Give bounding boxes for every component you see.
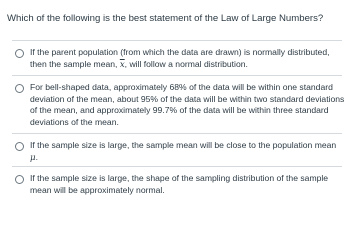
option-3[interactable] <box>15 140 345 164</box>
option-1-text-before: If the parent population (from which the data are drawn) is normally distributed, then the sample mean, <box>30 47 330 69</box>
option-divider <box>12 166 342 167</box>
radio-button-option-1[interactable] <box>15 49 24 58</box>
option-3-text-after: . <box>35 151 38 162</box>
option-1[interactable] <box>15 47 345 71</box>
x-bar-symbol: $\overline{x}$ <box>119 59 125 70</box>
radio-button-option-2[interactable] <box>15 84 24 93</box>
option-divider <box>12 133 342 134</box>
option-divider <box>12 40 342 41</box>
option-1-text-after: , will follow a normal distribution. <box>124 58 248 69</box>
option-2[interactable] <box>15 82 345 128</box>
option-1-label <box>30 47 345 71</box>
option-3-label <box>30 140 345 164</box>
radio-button-option-3[interactable] <box>15 142 24 151</box>
radio-button-option-4[interactable] <box>15 175 24 184</box>
option-2-label: For bell-shaped data, approximately 68% of the data will be within one standard deviation of the mean, about 95% of the data will be within two standard deviations of the mean, and approximately 99.7% of the data will be within three standard deviations of the mean. <box>30 82 345 127</box>
option-3-text-before: If the sample size is large, the sample mean will be close to the population mean <box>30 140 337 150</box>
mu-symbol: μ <box>30 152 36 163</box>
question-text: Which of the following is the best statement of the Law of Large Numbers? <box>7 13 324 24</box>
option-4[interactable] <box>15 173 345 196</box>
option-4-label: If the sample size is large, the shape of the sampling distribution of the sample mean will be approximately normal. <box>30 173 329 195</box>
option-divider <box>12 75 342 76</box>
